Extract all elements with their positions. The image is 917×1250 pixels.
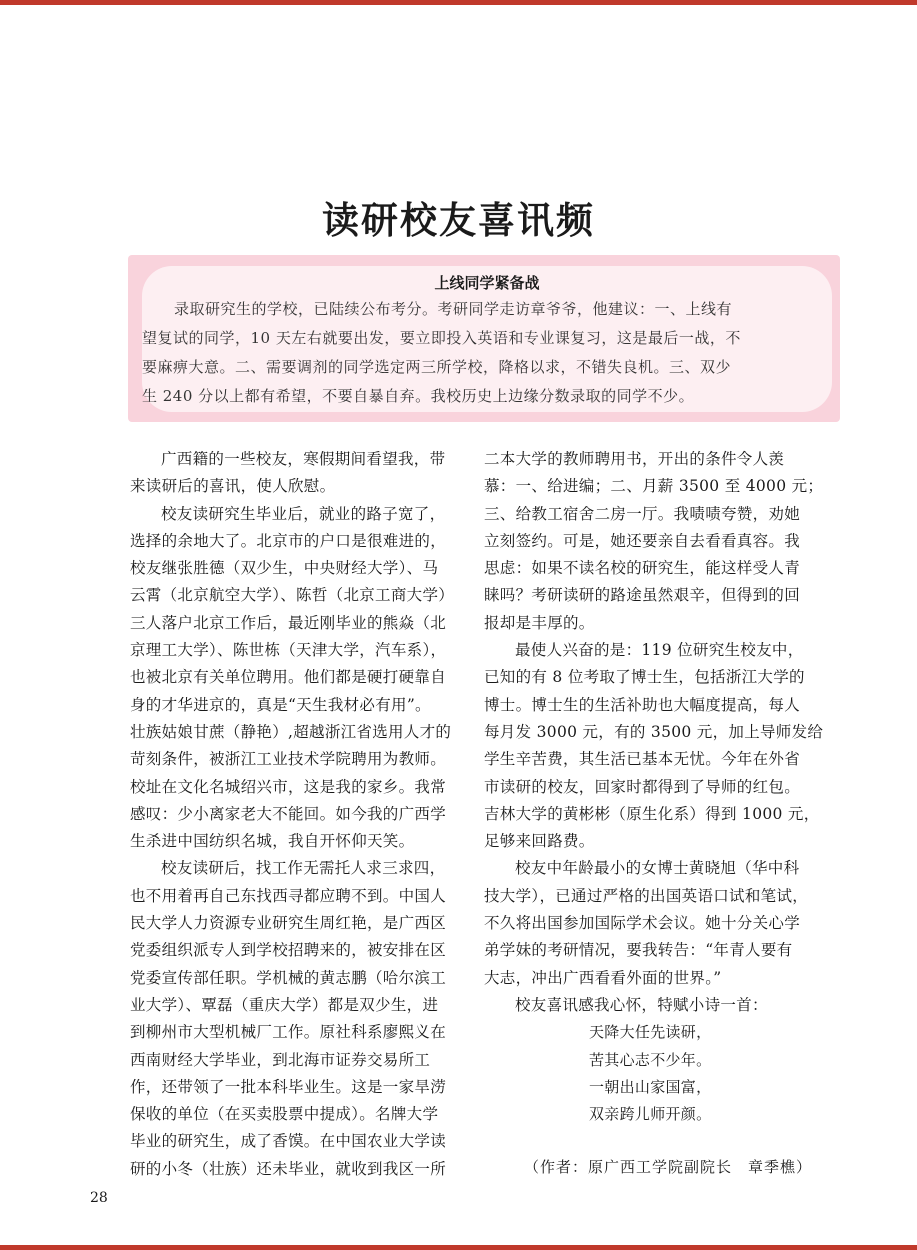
paragraph-line: 也被北京有关单位聘用。他们都是硬打硬靠自 bbox=[130, 668, 447, 687]
paragraph-line: 报却是丰厚的。 bbox=[484, 613, 595, 632]
notice-line: 望复试的同学，10 天左右就要出发，要立即投入英语和专业课复习，这是最后一战，不 bbox=[142, 329, 741, 347]
paragraph-line: 到柳州市大型机械厂工作。原社科系廖熙义在 bbox=[130, 1023, 447, 1042]
paragraph-line: 作，还带领了一批本科毕业生。这是一家旱涝 bbox=[130, 1077, 447, 1096]
notice-line: 录取研究生的学校，已陆续公布考分。考研同学走访章爷爷，他建议：一、上线有 bbox=[174, 300, 733, 318]
paragraph-line: 云霄（北京航空大学）、陈哲（北京工商大学） bbox=[130, 586, 455, 605]
paragraph-line: 不久将出国参加国际学术会议。她十分关心学 bbox=[484, 914, 801, 933]
paragraph-line: 三人落户北京工作后，最近刚毕业的熊焱（北 bbox=[130, 613, 447, 632]
paragraph-line: 校友喜讯感我心怀，特赋小诗一首： bbox=[515, 995, 768, 1014]
right-column bbox=[484, 446, 840, 1128]
paragraph-line: 研的小冬（壮族）还未毕业，就收到我区一所 bbox=[130, 1159, 447, 1178]
paragraph-line: 来读研后的喜讯，使人欣慰。 bbox=[130, 477, 336, 496]
paragraph-line: 也不用着再自己东找西寻都应聘不到。中国人 bbox=[130, 886, 447, 905]
poem-line: 一朝出山家国富， bbox=[589, 1077, 712, 1096]
paragraph-line: 选择的余地大了。北京市的户口是很难进的， bbox=[130, 531, 447, 550]
paragraph-line: 市读研的校友，回家时都得到了导师的红包。 bbox=[484, 777, 801, 796]
paragraph-line: 业大学）、覃磊（重庆大学）都是双少生，进 bbox=[130, 995, 439, 1014]
paragraph-line: 苛刻条件，被浙江工业技术学院聘用为教师。 bbox=[130, 750, 447, 769]
paragraph-line: 广西籍的一些校友，寒假期间看望我，带 bbox=[161, 450, 446, 468]
paragraph-line: 弟学妹的考研情况，要我转告：“年青人要有 bbox=[484, 941, 793, 960]
paragraph-line: 校友读研究生毕业后，就业的路子宽了， bbox=[161, 504, 446, 523]
paragraph-line: 校友读研后，找工作无需托人求三求四， bbox=[161, 859, 446, 878]
paragraph-line: 学生辛苦费，其生活已基本无忧。今年在外省 bbox=[484, 750, 801, 769]
paragraph-line: 二本大学的教师聘用书，开出的条件令人羡 bbox=[484, 450, 785, 468]
paragraph-line: 技大学），已通过严格的出国英语口试和笔试， bbox=[484, 886, 809, 905]
paragraph-line: 校友中年龄最小的女博士黄晓旭（华中科 bbox=[515, 859, 800, 878]
notice-line: 生 240 分以上都有希望，不要自暴自弃。我校历史上边缘分数录取的同学不少。 bbox=[142, 387, 695, 405]
paragraph-line: 每月发 3000 元，有的 3500 元，加上导师发给 bbox=[484, 722, 824, 741]
left-column bbox=[130, 446, 460, 1183]
paragraph-line: 校址在文化名城绍兴市，这是我的家乡。我常 bbox=[130, 777, 447, 796]
poem-line: 苦其心志不少年。 bbox=[589, 1050, 712, 1069]
paragraph-line: 大志，冲出广西看看外面的世界。” bbox=[484, 968, 722, 987]
bottom-rule bbox=[0, 1245, 917, 1250]
paragraph-line: 已知的有 8 位考取了博士生，包括浙江大学的 bbox=[484, 668, 805, 687]
paragraph-line: 吉林大学的黄彬彬（原生化系）得到 1000 元， bbox=[484, 804, 820, 823]
paragraph-line: 毕业的研究生，成了香馍。在中国农业大学读 bbox=[130, 1132, 447, 1151]
paragraph-line: 三、给教工宿舍二房一厅。我啧啧夸赞，劝她 bbox=[484, 504, 801, 523]
paragraph-line: 立刻签约。可是，她还要亲自去看看真容。我 bbox=[484, 531, 801, 550]
paragraph-line: 京理工大学）、陈世栋（天津大学，汽车系）， bbox=[130, 641, 447, 660]
notice-title: 上线同学紧备战 bbox=[434, 274, 540, 292]
paragraph-line: 身的才华进京的，真是“天生我材必有用”。 bbox=[130, 695, 431, 714]
paragraph-line: 生杀进中国纺织名城，我自开怀仰天笑。 bbox=[130, 832, 415, 851]
paragraph-line: 感叹：少小离家老大不能回。如今我的广西学 bbox=[130, 804, 447, 823]
poem-line: 双亲跨儿师开颜。 bbox=[589, 1105, 712, 1124]
top-rule bbox=[0, 0, 917, 5]
page-number: 28 bbox=[90, 1190, 108, 1206]
paragraph-line: 慕：一、给进编；二、月薪 3500 至 4000 元； bbox=[484, 477, 824, 496]
paragraph-line: 壮族姑娘甘蔗（静艳）,超越浙江省选用人才的 bbox=[130, 722, 452, 741]
paragraph-line: 足够来回路费。 bbox=[484, 832, 595, 851]
paragraph-line: 西南财经大学毕业，到北海市证券交易所工 bbox=[130, 1050, 431, 1069]
paragraph-line: 党委组织派专人到学校招聘来的，被安排在区 bbox=[130, 941, 447, 960]
article-title: 读研校友喜讯频 bbox=[322, 198, 595, 242]
author-credit: （作者：原广西工学院副院长 章季樵） bbox=[524, 1158, 813, 1176]
paragraph-line: 党委宣传部任职。学机械的黄志鹏（哈尔滨工 bbox=[130, 968, 447, 987]
paragraph-line: 睐吗？考研读研的路途虽然艰辛，但得到的回 bbox=[484, 586, 801, 605]
paragraph-line: 博士。博士生的生活补助也大幅度提高，每人 bbox=[484, 695, 801, 714]
paragraph-line: 最使人兴奋的是：119 位研究生校友中， bbox=[515, 641, 804, 660]
paragraph-line: 校友继张胜德（双少生，中央财经大学）、马 bbox=[130, 559, 439, 578]
paragraph-line: 民大学人力资源专业研究生周红艳，是广西区 bbox=[130, 914, 447, 933]
paragraph-line: 思虑：如果不读名校的研究生，能这样受人青 bbox=[484, 559, 801, 578]
notice-line: 要麻痹大意。二、需要调剂的同学选定两三所学校，降格以求，不错失良机。三、双少 bbox=[142, 358, 732, 376]
poem-line: 天降大任先读研， bbox=[589, 1023, 712, 1042]
paragraph-line: 保收的单位（在买卖股票中提成）。名牌大学 bbox=[130, 1105, 439, 1124]
